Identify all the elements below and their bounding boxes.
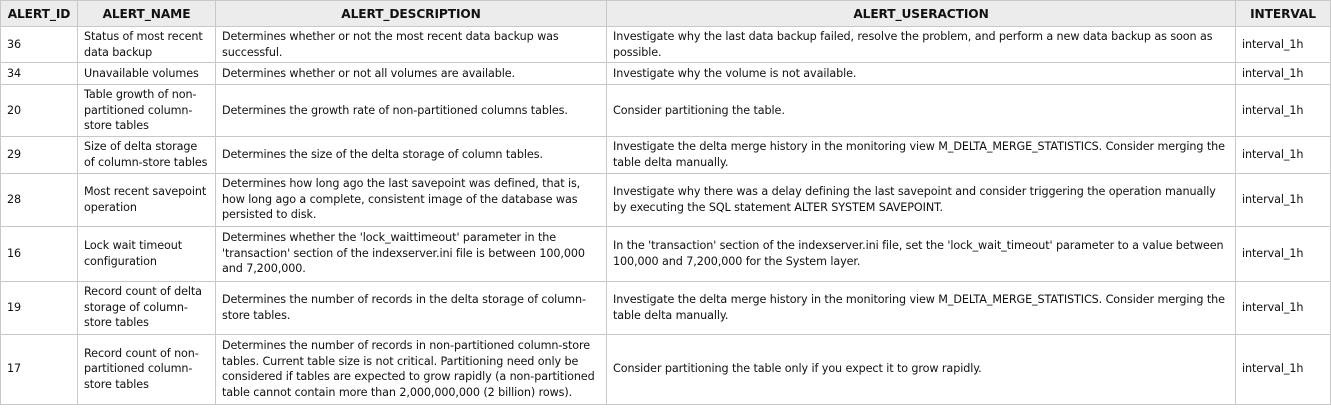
table-row <box>1 334 1331 404</box>
alert-useraction-cell: Investigate the delta merge history in the monitoring view M_DELTA_MERGE_STATISTICS. Consider merging the table delta manually. <box>607 281 1236 334</box>
alert-name-cell: Size of delta storage of column-store tables <box>78 136 216 173</box>
alert-useraction-cell: Investigate why the last data backup failed, resolve the problem, and perform a new data backup as soon as possible. <box>607 27 1236 63</box>
alert-description-cell: Determines the number of records in non-partitioned column-store tables. Current table size is not critical. Partitioning need only be considered if tables are expected to grow rapidly (a non-partitioned table cannot contain more than 2,000,000,000 (2 billion) rows). <box>216 334 607 404</box>
interval-cell: interval_1h <box>1236 173 1331 226</box>
alert-useraction-cell: Consider partitioning the table only if you expect it to grow rapidly. <box>607 334 1236 404</box>
column-header-alert-name: ALERT_NAME <box>78 1 216 27</box>
table-row <box>1 63 1331 85</box>
alert-name-cell: Unavailable volumes <box>78 63 216 85</box>
alert-description-cell: Determines how long ago the last savepoint was defined, that is, how long ago a complete, consistent image of the database was persisted to disk. <box>216 173 607 226</box>
alert-useraction-cell: In the 'transaction' section of the indexserver.ini file, set the 'lock_wait_timeout' parameter to a value between 100,000 and 7,200,000 for the System layer. <box>607 226 1236 281</box>
table-row <box>1 85 1331 137</box>
alert-name-cell: Record count of delta storage of column-store tables <box>78 281 216 334</box>
header-row <box>1 1 1331 27</box>
alert-description-cell: Determines whether or not all volumes are available. <box>216 63 607 85</box>
table-row <box>1 281 1331 334</box>
alert-description-cell: Determines whether or not the most recent data backup was successful. <box>216 27 607 63</box>
alert-useraction-cell: Consider partitioning the table. <box>607 85 1236 137</box>
column-header-alert-id: ALERT_ID <box>1 1 78 27</box>
alert-useraction-cell: Investigate the delta merge history in the monitoring view M_DELTA_MERGE_STATISTICS. Consider merging the table delta manually. <box>607 136 1236 173</box>
alert-description-cell: Determines the size of the delta storage of column tables. <box>216 136 607 173</box>
column-header-interval: INTERVAL <box>1236 1 1331 27</box>
alert-name-cell: Record count of non-partitioned column-store tables <box>78 334 216 404</box>
table-row <box>1 27 1331 63</box>
interval-cell: interval_1h <box>1236 63 1331 85</box>
interval-cell: interval_1h <box>1236 226 1331 281</box>
alert-name-cell: Lock wait timeout configuration <box>78 226 216 281</box>
table-row <box>1 173 1331 226</box>
alert-name-cell: Table growth of non-partitioned column-store tables <box>78 85 216 137</box>
table-row <box>1 136 1331 173</box>
alert-name-cell: Most recent savepoint operation <box>78 173 216 226</box>
alert-id-cell: 36 <box>1 27 78 63</box>
alert-useraction-cell: Investigate why there was a delay defining the last savepoint and consider triggering the operation manually by executing the SQL statement ALTER SYSTEM SAVEPOINT. <box>607 173 1236 226</box>
alert-id-cell: 17 <box>1 334 78 404</box>
interval-cell: interval_1h <box>1236 334 1331 404</box>
alert-id-cell: 20 <box>1 85 78 137</box>
alert-id-cell: 16 <box>1 226 78 281</box>
column-header-alert-useraction: ALERT_USERACTION <box>607 1 1236 27</box>
alert-description-cell: Determines whether the 'lock_waittimeout' parameter in the 'transaction' section of the indexserver.ini file is between 100,000 and 7,200,000. <box>216 226 607 281</box>
interval-cell: interval_1h <box>1236 85 1331 137</box>
alert-description-cell: Determines the growth rate of non-partitioned columns tables. <box>216 85 607 137</box>
alert-description-cell: Determines the number of records in the delta storage of column-store tables. <box>216 281 607 334</box>
alert-id-cell: 29 <box>1 136 78 173</box>
alert-name-cell: Status of most recent data backup <box>78 27 216 63</box>
table-row <box>1 226 1331 281</box>
column-header-alert-description: ALERT_DESCRIPTION <box>216 1 607 27</box>
alert-id-cell: 19 <box>1 281 78 334</box>
interval-cell: interval_1h <box>1236 27 1331 63</box>
interval-cell: interval_1h <box>1236 136 1331 173</box>
alert-id-cell: 34 <box>1 63 78 85</box>
alert-useraction-cell: Investigate why the volume is not available. <box>607 63 1236 85</box>
alert-id-cell: 28 <box>1 173 78 226</box>
interval-cell: interval_1h <box>1236 281 1331 334</box>
